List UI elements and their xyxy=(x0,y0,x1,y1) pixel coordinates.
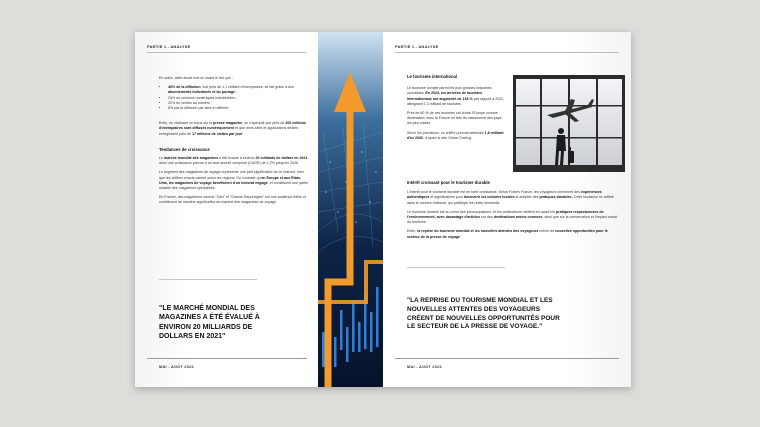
forecast-paragraph: Selon les prévisions, ce chiffre pourrait atteindre 1,8 milliard d'ici 2030, d'après le site Globe-Trotting. xyxy=(407,130,504,140)
quote-divider xyxy=(407,267,505,268)
growth-chart-photo xyxy=(318,32,383,387)
right-page xyxy=(383,32,631,387)
footer-divider xyxy=(147,358,307,359)
segment-paragraph: Le segment des magazines de voyage représente une part significative de ce marché, bien que les chiffres exacts varient selon les régions. On constate qu'en Europe et aux États-Unis, les magazines de voyage bénéficient d'un lectorat engagé, et constituent une partie notable des magazines spécialisés. xyxy=(159,170,309,190)
intro-text: En outre, cette étude met en avant le fait que : xyxy=(159,76,233,80)
section-title: Le tourisme international xyxy=(407,74,458,79)
conclusion-paragraph: Enfin, la reprise du tourisme mondial et les nouvelles attentes des voyageurs créent de nouvelles opportunités pour le secteur de la presse de voyage. xyxy=(407,229,608,239)
airport-traveler-photo xyxy=(513,75,625,172)
section-title: Intérêt croissant pour le tourisme durable xyxy=(407,180,490,185)
france-paragraph: En France, des magazines comme "Géo" et "Grands Reportages" ont une audience fidèle et contribuent de manière significative au marché des magazines de voyage. xyxy=(159,195,306,205)
page-header: PARTIE 1 - ANALYSE xyxy=(395,44,619,53)
page-footer: MAI - AOÛT 2024 xyxy=(407,365,442,369)
magazine-spread xyxy=(135,32,631,387)
list-item: • 46% de la diffusion, soit près de 1,1 milliard d'exemplaires, se fait grâce à des abonnements individuels et du portage ; xyxy=(168,85,309,95)
list-item: • 8% par la diffusion par tiers et différée. xyxy=(168,106,309,111)
page-header: PARTIE 1 - ANALYSE xyxy=(147,44,306,53)
footer-divider xyxy=(395,358,619,359)
list-item: • 22% en ventes au numéro ; xyxy=(168,101,309,106)
page-footer: MAI - AOÛT 2024 xyxy=(159,365,194,369)
growth-chart-illustration xyxy=(318,32,383,387)
list-item: • 24% en versions numériques individuelles ; xyxy=(168,96,309,101)
market-paragraph: Le marché mondial des magazines a été évalué à environ 20 milliards de dollars en 2021, avec une croissance prévue à un taux annuel composé (CAGR) de 1,2% jusqu'en 2026. xyxy=(159,155,309,166)
right-text-column-top xyxy=(407,74,507,145)
tourism-paragraph: Le tourisme compte parmi les plus grosses industries mondiales. En 2023, les arrivées de touristes internationaux ont augmenté de 133 % par rapport à 2022, atteignant 1,3 milliard de touristes. xyxy=(407,86,505,106)
pull-quote: "LA REPRISE DU TOURISME MONDIAL ET LES NOUVELLES ATTENTES DES VOYAGEURS CRÉENT DE NOUVELLES OPPORTUNITÉS POUR LE SECTEUR DE LA PRESSE DE VOYAGE." xyxy=(407,297,560,331)
left-page xyxy=(135,32,318,387)
europe-paragraph: Près de 60 % de ces touristes ont choisi l'Europe comme destination, avec la France en tête du classement des pays les plus visités. xyxy=(407,110,502,126)
stats-list xyxy=(159,85,309,111)
quote-divider xyxy=(159,279,257,280)
concerns-paragraph: Le tourisme durable est au cœur des préoccupations, et les publications mettent en avant les pratiques respectueuses de l'environnement, avec davantage d'articles sur des destinations moins connues, ainsi que sur la conservation et l'impact social du tourisme. xyxy=(407,209,618,225)
left-text-column xyxy=(159,76,309,210)
focus-paragraph: Enfin, en réalisant un focus sur la presse magazine, on s'aperçoit que près de 200 millions d'exemplaires sont diffusés numériquement et que leurs sites et applications dédiés enregistrent près de 17 millions de visites par jour. xyxy=(159,121,306,136)
airport-illustration xyxy=(513,75,625,172)
right-text-column-bottom xyxy=(407,180,621,244)
pull-quote: "LE MARCHÉ MONDIAL DES MAGAZINES A ÉTÉ ÉVALUÉ À ENVIRON 20 MILLIARDS DE DOLLARS EN 2021" xyxy=(159,305,260,341)
durable-paragraph: L'intérêt pour le tourisme durable est en forte croissance. Selon Forbes France, les voyageurs cherchent des expériences authentiques et significatives pour découvrir les cultures locales et adopter des pratiques durables. Cette tendance se reflète dans le contenu éditorial, qui privilégie les récits immersifs. xyxy=(407,190,614,205)
section-title: Tendances de croissance xyxy=(159,146,210,152)
